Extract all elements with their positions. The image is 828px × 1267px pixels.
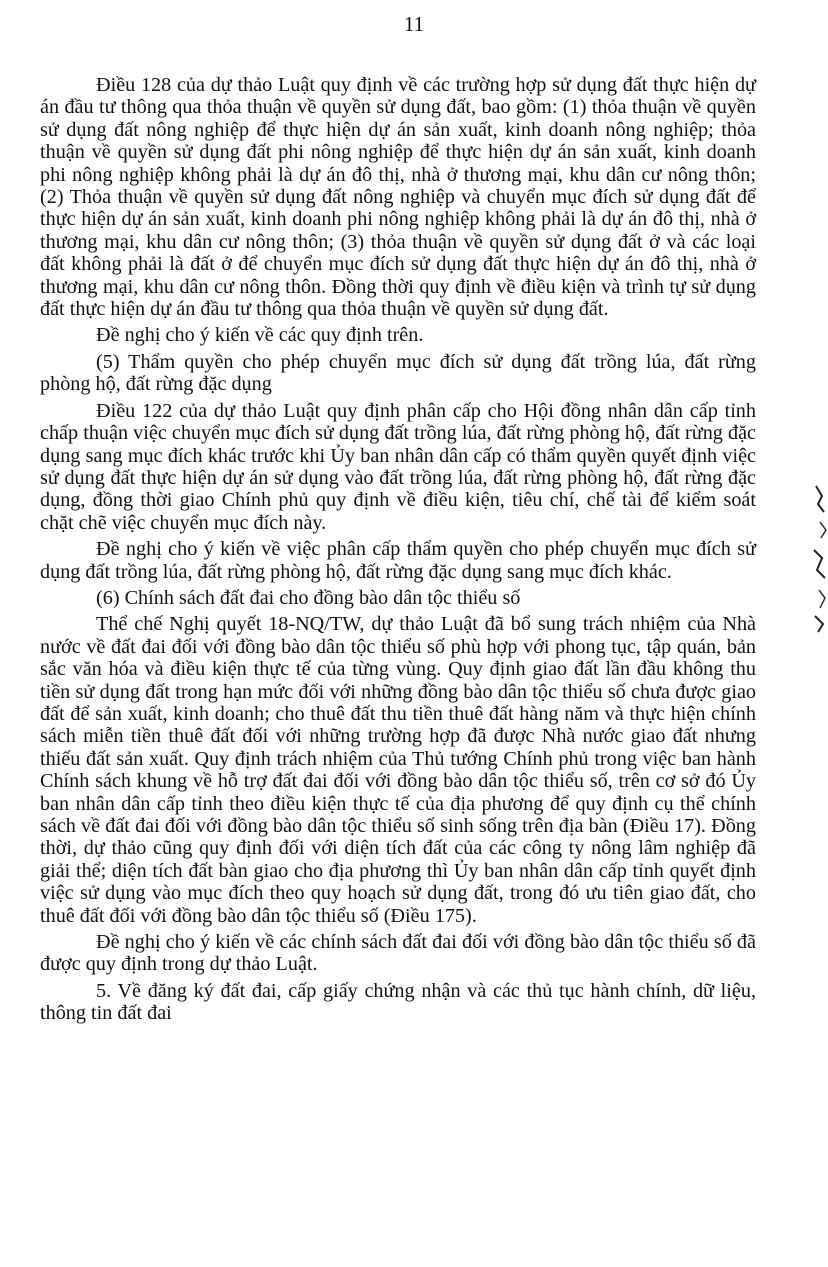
margin-stamp-mark: [798, 478, 828, 638]
paragraph-heading-6: (6) Chính sách đất đai cho đồng bào dân tộc thiểu số: [96, 586, 521, 609]
paragraph-section-5-heading: 5. Về đăng ký đất đai, cấp giấy chứng nhận và các thủ tục hành chính, dữ liệu, thông tin đất đai: [40, 979, 756, 1025]
paragraph-heading-5: (5) Thẩm quyền cho phép chuyển mục đích sử dụng đất trồng lúa, đất rừng phòng hộ, đất rừng đặc dụng: [40, 350, 756, 396]
page-number: 11: [403, 12, 425, 36]
paragraph-resolution-18: Thể chế Nghị quyết 18-NQ/TW, dự thảo Luật đã bổ sung trách nhiệm của Nhà nước về đất đai đối với đồng bào dân tộc thiểu số phù hợp với phong tục, tập quán, bản sắc văn hóa và điều kiện thực tế của từng vùng. Quy định giao đất lần đầu không thu tiền sử dụng đất trong hạn mức đối với những đồng bào dân tộc thiểu số chưa được giao đất để sản xuất, kinh doanh; cho thuê đất thu tiền thuê đất hàng năm và thực hiện chính sách miễn tiền thuê đất đối với những trường hợp đã được Nhà nước giao đất nhưng thiếu đất sản xuất. Quy định trách nhiệm của Thủ tướng Chính phủ trong việc ban hành Chính sách khung về hỗ trợ đất đai đối với đồng bào dân tộc thiểu số, trên cơ sở đó Ủy ban nhân dân cấp tỉnh theo điều kiện thực tế của địa phương để quy định cụ thể chính sách về đất đai đối với đồng bào dân tộc thiểu số sinh sống trên địa bàn (Điều 17). Đồng thời, dự thảo cũng quy định đối với diện tích đất của các công ty nông lâm nghiệp đã giải thể; diện tích đất bàn giao cho địa phương thì Ủy ban nhân dân cấp tỉnh quyết định việc sử dụng vào mục đích theo quy hoạch sử dụng đất, trong đó ưu tiên giao đất, cho thuê đất đối với đồng bào dân tộc thiểu số (Điều 175).: [40, 613, 756, 927]
document-body: [40, 74, 756, 1029]
paragraph-article-128: Điều 128 của dự thảo Luật quy định về các trường hợp sử dụng đất thực hiện dự án đầu tư thông qua thỏa thuận về quyền sử dụng đất, bao gồm: (1) thỏa thuận về quyền sử dụng đất nông nghiệp để thực hiện dự án sản xuất, kinh doanh nông nghiệp; thỏa thuận về quyền sử dụng đất phi nông nghiệp để thực hiện dự án sản xuất, kinh doanh phi nông nghiệp không phải là dự án đô thị, nhà ở thương mại, khu dân cư nông thôn; (2) Thỏa thuận về quyền sử dụng đất nông nghiệp và chuyển mục đích sử dụng đất để thực hiện dự án sản xuất, kinh doanh phi nông nghiệp không phải là dự án đô thị, nhà ở thương mại, khu dân cư nông thôn; (3) thỏa thuận về quyền sử dụng đất ở và các loại đất không phải là đất ở để chuyển mục đích sử dụng đất thực hiện dự án đô thị, nhà ở thương mại, khu dân cư nông thôn. Đồng thời quy định về điều kiện và trình tự sử dụng đất thực hiện dự án đầu tư thông qua thỏa thuận về quyền sử dụng đất.: [40, 74, 756, 321]
paragraph-request-comment-3: Đề nghị cho ý kiến về các chính sách đất đai đối với đồng bào dân tộc thiểu số đã được quy định trong dự thảo Luật.: [40, 931, 756, 976]
paragraph-article-122: Điều 122 của dự thảo Luật quy định phân cấp cho Hội đồng nhân dân cấp tỉnh chấp thuận việc chuyển mục đích sử dụng đất trồng lúa, đất rừng phòng hộ, đất rừng đặc dụng sang mục đích khác trước khi Ủy ban nhân dân cấp có thẩm quyền quyết định việc sử dụng đất thực hiện dự án sử dụng vào đất trồng lúa, đất rừng phòng hộ, đất rừng đặc dụng, đồng thời giao Chính phủ quy định về điều kiện, tiêu chí, chế tài để kiểm soát chặt chẽ việc chuyển mục đích này.: [40, 399, 756, 534]
paragraph-request-comment-1: Đề nghị cho ý kiến về các quy định trên.: [96, 324, 424, 347]
paragraph-request-comment-2: Đề nghị cho ý kiến về việc phân cấp thẩm quyền cho phép chuyển mục đích sử dụng đất trồng lúa, đất rừng phòng hộ, đất rừng đặc dụng sang mục đích khác.: [40, 538, 756, 583]
